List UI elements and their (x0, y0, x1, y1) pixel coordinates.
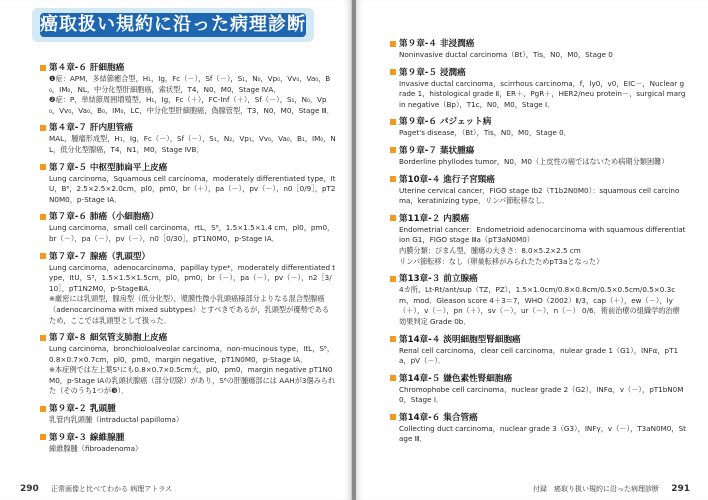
square-bullet-icon (40, 65, 46, 71)
section (40, 251, 340, 327)
square-bullet-icon (40, 253, 46, 259)
section-heading (390, 67, 690, 79)
diagnosis-text: Lung carcinoma，bronchioloalveolar carcinoma，non-mucinous type，ItL，S⁶，0.8×0.7×0.7cm，pl0，pm0，margin negative，pT1N0M0，p-Stage ⅠA． (49, 344, 335, 364)
section (390, 373, 690, 406)
section (40, 122, 340, 155)
section-heading-text: 第９章-６ パジェット病 (399, 117, 492, 128)
diagnosis-text: Paget's disease，（Bt），Tis，N0，M0，Stage 0． (399, 128, 571, 138)
section (390, 213, 690, 267)
page-number: 291 (671, 484, 690, 494)
diagnosis-text: Lung carcinoma，small cell carcinoma，rtL，S⁸，1.5×1.5×1.4 cm，pl0，pm0，br（－），pa（－），pv（－），n0［0/30］，pT1N0M0，p-Stage ⅠA． (49, 223, 335, 243)
diagnosis-text: 4カ所，Lt-Rt/ant/sup（TZ，PZ），1.5×1.0cm/0.8×0.8cm/0.5×0.5cm/0.5×0.3cm，mod．Gleason score 4＋3＝7，WHO（2002）Ⅱ/3，cap（＋），ew（－），ly（＋），v（－），pn（＋），sv（－），ur（－），n（－） 0/6．術前治療の組織学的治療効果判定 Grade 0b． (399, 285, 680, 326)
section-heading-text: 第９章-５ 浸潤癌 (399, 67, 466, 78)
section-heading (390, 412, 690, 424)
page-title: 癌取扱い規約に沿った病理診断 (40, 14, 306, 35)
diagnosis-text: MAL，腫瘤形成型，H₁，Ig，Fc（－），Sf（－），S₁，N₂，Vp₁，Vv₀，Va₀，B₁，IM₀，NL，低分化型腺癌，T4，N1，M0，Stage ⅣB． (49, 134, 336, 154)
section-heading-text: 第14章-５ 嫌色素性腎細胞癌 (399, 373, 513, 384)
square-bullet-icon (40, 164, 46, 170)
section-heading-text: 第10章-４ 進行子宮頸癌 (399, 174, 495, 185)
section (40, 432, 340, 455)
section (390, 174, 690, 207)
square-bullet-icon (390, 41, 396, 47)
section (390, 412, 690, 445)
section-heading-text: 第９章-３ 線維腺腫 (49, 432, 125, 443)
left-page (0, 0, 352, 500)
diagnosis-text: Invasive ductal carcinoma，scirrhous carcinoma，f，ly0，v0，EIC－，Nuclear grade 1，histological grade Ⅱ，ER＋，PgR＋，HER2/neu protein－，surgical margin negative（Bp），T1c，N0，M0，Stage Ⅰ． (399, 78, 686, 109)
section-heading-text: 第９章-７ 葉状腫瘍 (399, 145, 475, 156)
section-heading (390, 334, 690, 346)
section-heading-text: 第４章-６ 肝細胞癌 (49, 63, 125, 73)
section-heading (390, 273, 690, 285)
section (40, 332, 340, 397)
section-heading-text: 第13章-３ 前立腺癌 (399, 274, 478, 285)
page-number: 290 (20, 484, 39, 494)
left-folio (20, 484, 172, 494)
square-bullet-icon (390, 336, 396, 342)
square-bullet-icon (390, 414, 396, 420)
section-heading-text: 第７章-７ 腺癌（乳頭型） (49, 251, 151, 262)
left-column (40, 62, 340, 460)
square-bullet-icon (40, 125, 46, 131)
section-heading-text: 第７章-８ 細気管支肺胞上皮癌 (49, 333, 168, 344)
diagnosis-text: Borderline phyllodes tumor，N0，M0（上皮性の癌ではないため病期分類困難） (399, 156, 669, 166)
square-bullet-icon (390, 276, 396, 282)
section-heading-text: 第14章-６ 集合管癌 (399, 412, 478, 423)
right-column (390, 38, 690, 451)
square-bullet-icon (390, 176, 396, 182)
title-frame (32, 8, 314, 42)
diagnosis-text: Collecting duct carcinoma，nuclear grade 3（G3），INFγ，v（－），T3aN0M0，Stage Ⅲ． (399, 423, 686, 444)
right-page (356, 0, 708, 500)
section (40, 162, 340, 206)
square-bullet-icon (40, 214, 46, 220)
section-heading (390, 38, 690, 50)
section-heading (390, 145, 690, 157)
section-heading (40, 62, 340, 74)
diagnosis-text: 乳管内乳頭腫（intraductal papilloma） (49, 415, 184, 425)
diagnosis-text: ❷症：P，単結節周囲増殖型，H₁，Ig，Fc（＋），FC-Inf（＋），Sf（－），S₁，N₀，Vp₀，Vv₀，Va₀，B₀，IM₀，LC，中分化型肝細胞癌，偽腺管型，T3，N0，M0，Stage Ⅲ． (49, 95, 334, 115)
square-bullet-icon (390, 147, 396, 153)
right-folio (533, 484, 690, 494)
section-heading (40, 122, 340, 134)
running-title: 付録 癌取り扱い規約に沿った病理診断 (532, 485, 659, 493)
square-bullet-icon (40, 406, 46, 412)
section-heading (40, 403, 340, 415)
diagnosis-text: Lung carcinoma，Squamous cell carcinoma，moderately differentiated type，ItU，B⁶，2.5×2.5×2.0cm，pl0，pm0，br（＋），pa（－），pv（－），n0［0/9］，pT2N0M0，p-Stage ⅠA． (49, 173, 336, 204)
section (40, 62, 340, 116)
section (390, 67, 690, 111)
diagnosis-text: Renal cell carcinoma，clear cell carcinoma，nulear grade 1（G1），INFα，pT1a，pV（－）． (399, 345, 679, 366)
section-heading (40, 251, 340, 263)
section-heading (40, 432, 340, 444)
diagnosis-text: ※本症例では左上葉S¹にも0.8×0.7×0.5cm大，pl0，pm0，margin negative pT1N0M0，p-Stage ⅠAの乳頭状腺癌（部分切除）があり，S⁶の肝腫瘍部には AAHが3個みられた（そのうち1つが❸）． (49, 365, 336, 396)
section (390, 116, 690, 139)
section (40, 211, 340, 244)
section (40, 403, 340, 426)
section-heading-text: 第７章-６ 肺癌（小細胞癌） (49, 212, 159, 223)
diagnosis-text: Chromophobe cell carcinoma，nuclear grade 2（G2），INFα，v（－），pT1bN0M0，Stage Ⅰ． (399, 384, 684, 405)
square-bullet-icon (40, 434, 46, 440)
section-heading (390, 174, 690, 186)
running-title: 正常画像と比べてわかる 病理アトラス (51, 485, 173, 493)
section (390, 334, 690, 367)
diagnosis-text: Lung carcinoma，adenocarcinoma，papillay type*，moderately differentiated type，ItU，S³，1.5×1.5×1.5cm，pl0，pm0，br（－），pa（－），pv（－），n2［3/10］，pT1N2M0，p-StageⅢA． (49, 262, 336, 293)
diagnosis-text: Endometrial cancer：Endometrioid adenocarcinoma with squamous differentiation G1，FIGO stage Ⅲa（pT3aN0M0） (399, 224, 686, 245)
square-bullet-icon (390, 375, 396, 381)
section-heading-text: 第11章-２ 内膜癌 (399, 213, 470, 224)
section-heading-text: 第９章-２ 乳頭腫 (49, 404, 116, 415)
section-heading (40, 211, 340, 223)
section-heading-text: 第７章-５ 中枢型肺扁平上皮癌 (49, 162, 168, 173)
section-heading (390, 373, 690, 385)
section-heading-text: 第９章-４ 非浸潤癌 (399, 39, 475, 49)
section (390, 38, 690, 61)
diagnosis-text: ❶症：APM，多結節癒合型，H₁，Ig，Fc（－），Sf（－），S₁，N₀，Vp₀，Vv₀，Va₀，B₀，IM₀，NL，中分化型肝細胞癌，索状型，T4，N0，M0，Stage ⅣA． (49, 74, 331, 94)
diagnosis-text: Uterine cervical cancer，FIGO stage Ⅰb2（T1b2N0M0）：squamous cell carcinoma，keratinizing type，リンパ節転移なし． (399, 185, 680, 206)
section-heading-text: 第４章-７ 肝内胆管癌 (49, 123, 133, 134)
section-heading-text: 第14章-４ 淡明細胞型腎細胞癌 (399, 334, 521, 345)
section-heading (40, 162, 340, 174)
section-heading (40, 332, 340, 344)
section-heading (390, 213, 690, 225)
diagnosis-text: 線維腺腫（fibroadenoma） (49, 443, 143, 453)
section (390, 273, 690, 327)
section (390, 145, 690, 168)
diagnosis-text: ※厳密には乳頭型，腺房型（低分化型），漿膜性微小乳頭癌様部分よりなる混合型腺癌（adenocarcinoma with mixed subtypes）とすべきであるが，乳頭型が優勢であるため，ここでは乳頭型として扱った． (49, 294, 330, 325)
section-heading (390, 116, 690, 128)
square-bullet-icon (40, 335, 46, 341)
diagnosis-text: 内膜分類：びまん型，腫瘍の大きさ：8.0×5.2×2.5 cm (399, 245, 581, 255)
square-bullet-icon (390, 215, 396, 221)
diagnosis-text: Noninvasive ductal carcinoma（Bt），Tis，N0，M0，Stage 0 (399, 50, 613, 59)
square-bullet-icon (390, 69, 396, 75)
square-bullet-icon (390, 119, 396, 125)
diagnosis-text: リンパ節転移：なし（卵巣転移がみられたためpT3aとなった） (399, 256, 604, 266)
